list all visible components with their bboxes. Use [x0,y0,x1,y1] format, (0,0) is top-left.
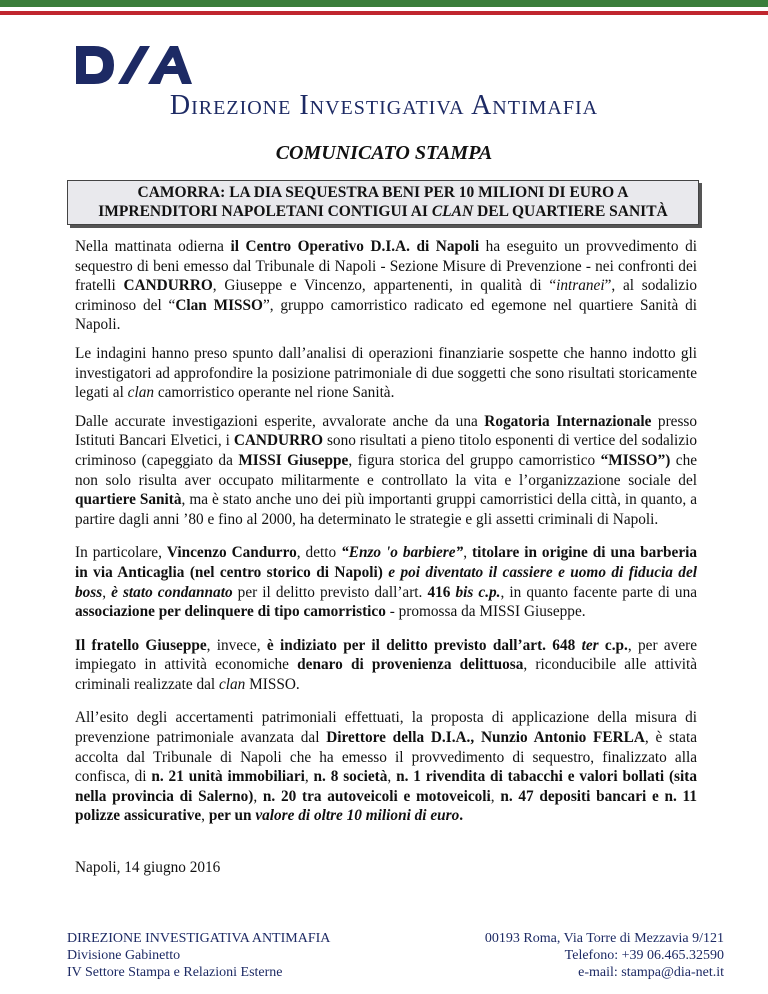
footer-division: Divisione Gabinetto [67,948,181,963]
document-type: COMUNICATO STAMPA [275,142,493,164]
footer-email[interactable]: e-mail: stampa@dia-net.it [578,965,724,980]
footer-right [485,930,724,981]
footer-sector: IV Settore Stampa e Relazioni Esterne [67,965,283,980]
organization-title: Direzione Investigativa Antimafia [169,90,599,121]
dia-logo [74,44,194,86]
press-release-body [75,237,697,887]
footer-phone: Telefono: +39 06.465.32590 [564,948,724,963]
paragraph-1: Nella mattinata odierna il Centro Operativo D.I.A. di Napoli ha eseguito un provvedimento di sequestro di beni emesso dal Tribunale di Napoli - Sezione Misure di Prevenzione - nei confronti dei fratelli CANDURRO, Giuseppe e Vincenzo, appartenenti, in qualità di “intranei”, al sodalizio criminoso del “Clan MISSO”, gruppo camorristico radicato ed egemone nel quartiere Sanità di Napoli. [75,238,698,334]
paragraph-4: In particolare, Vincenzo Candurro, detto “Enzo 'o barbiere”, titolare in origine di una barberia in via Anticaglia (nel centro storico di Napoli) e poi diventato il cassiere e uomo di fiducia del boss, è stato condannato per il delitto previsto dall’art. 416 bis c.p., in quanto facente parte di una associazione per delinquere di tipo camorristico - promossa da MISSI Giuseppe. [75,544,698,621]
paragraph-6: All’esito degli accertamenti patrimoniali effettuati, la proposta di applicazione della misura di prevenzione patrimoniale avanzata dal Direttore della D.I.A., Nunzio Antonio FERLA, è stata accolta dal Tribunale di Napoli che ha emesso il provvedimento di sequestro, finalizzato alla confisca, di n. 21 unità immobiliari, n. 8 società, n. 1 rivendita di tabacchi e valori bollati (sita nella provincia di Salerno), n. 20 tra autoveicoli e motoveicoli, n. 47 depositi bancari e n. 11 polizze assicurative, per un valore di oltre 10 milioni di euro. [75,709,698,825]
headline-box [67,180,699,225]
headline-line-1: CAMORRA: LA DIA SEQUESTRA BENI PER 10 MILIONI DI EURO A [137,184,629,201]
paragraph-5: Il fratello Giuseppe, invece, è indiziato per il delitto previsto dall’art. 648 ter c.p., per avere impiegato in attività economiche denaro di provenienza delittuosa, riconducibile alle attività criminali realizzate dal clan MISSO. [75,636,698,693]
headline-line-2: IMPRENDITORI NAPOLETANI CONTIGUI AI CLAN DEL QUARTIERE SANITÀ [98,203,668,220]
footer-left [67,930,330,981]
flag-stripe-green [0,0,768,7]
footer-address: 00193 Roma, Via Torre di Mezzavia 9/121 [484,931,724,946]
paragraph-2: Le indagini hanno preso spunto dall’analisi di operazioni finanziarie sospette che hanno indotto gli investigatori ad approfondire la posizione patrimoniale di due soggetti che sono risultati storicamente legati al clan camorristico operante nel rione Sanità. [75,344,697,402]
paragraph-3: Dalle accurate investigazioni esperite, avvalorate anche da una Rogatoria Internazionale presso Istituti Bancari Elvetici, i CANDURRO sono risultati a pieno titolo esponenti di vertice del sodalizio criminoso (capeggiato da MISSI Giuseppe, figura storica del gruppo camorristico “MISSO”) che non solo risulta aver occupato militarmente e controllato la vita e l’organizzazione sociale del quartiere Sanità, ma è stato anche uno dei più importanti gruppi camorristici della città, in quanto, a partire dagli anni ’80 e fino al 2000, ha determinato le strategie e gli assetti criminali di Napoli. [75,412,698,528]
dateline: Napoli, 14 giugno 2016 [75,859,221,877]
flag-stripe-red [0,11,768,15]
footer-org: DIREZIONE INVESTIGATIVA ANTIMAFIA [67,931,331,946]
